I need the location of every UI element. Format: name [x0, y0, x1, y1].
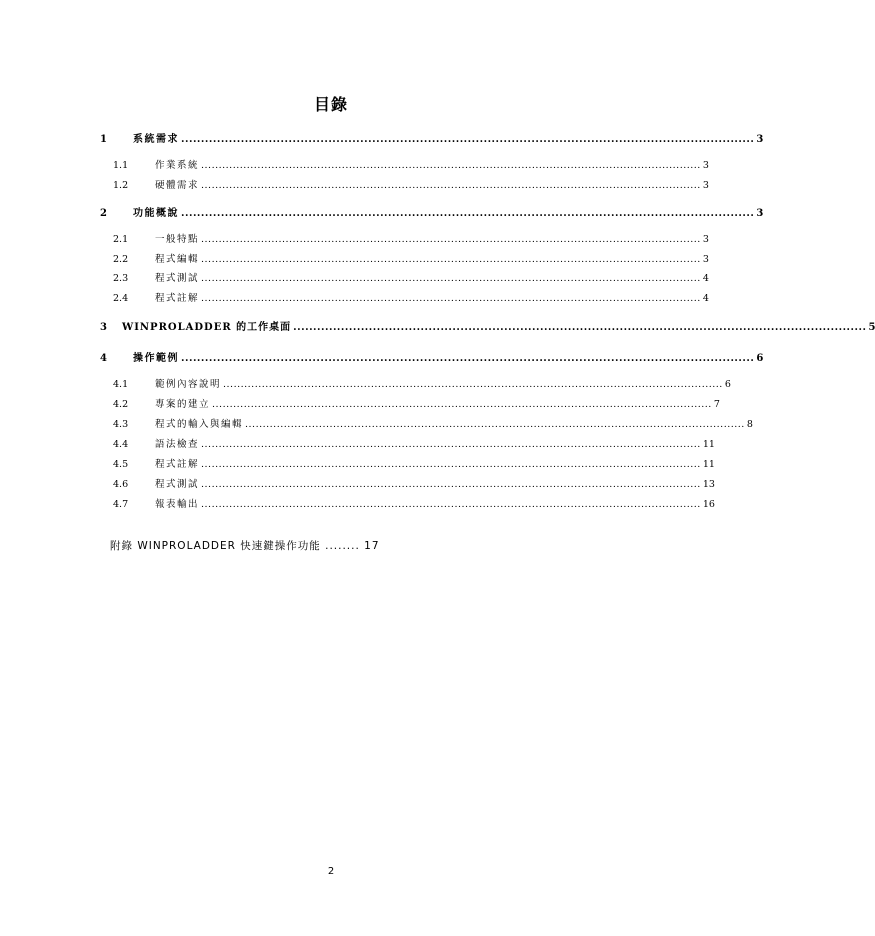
- toc-leader: ..............................................................................................................................................: [201, 160, 701, 171]
- toc-number: 2.1: [113, 234, 129, 245]
- toc-title: 報表輸出: [155, 499, 200, 510]
- toc-leader: ..............................................................................................................................................: [201, 479, 701, 490]
- toc-leader: ..............................................................................................................................................: [201, 180, 701, 191]
- toc-title: 程式的輸入與編輯: [155, 419, 244, 430]
- toc-entry[interactable]: [100, 349, 764, 364]
- toc-leader: ..............................................................................................................................................: [201, 499, 701, 510]
- toc-page: 6: [756, 353, 764, 364]
- toc-number: 1: [100, 134, 107, 145]
- toc-leader: ..............................................................................................................................................: [212, 399, 712, 410]
- toc-entry[interactable]: [100, 456, 715, 470]
- toc-leader: ................................................................................................................................................: [181, 134, 755, 145]
- toc-leader: ................................................................................................................................................: [293, 322, 867, 333]
- toc-number: 4.5: [113, 459, 129, 470]
- toc-leader: ..............................................................................................................................................: [201, 254, 701, 265]
- toc-entry[interactable]: [100, 416, 753, 430]
- toc-entry[interactable]: [100, 496, 715, 510]
- toc-title: 專案的建立: [155, 399, 211, 410]
- toc-page: 3: [702, 234, 709, 245]
- toc-entry[interactable]: [100, 251, 709, 265]
- toc-page: 3: [702, 160, 709, 171]
- toc-entry[interactable]: [100, 436, 715, 450]
- toc-page: 4: [702, 293, 709, 304]
- toc-number: 4.1: [113, 379, 129, 390]
- toc-entry[interactable]: [100, 376, 731, 390]
- toc-page: 16: [702, 499, 715, 510]
- page-title: 目錄: [313, 95, 348, 114]
- toc-number: 1.2: [113, 180, 129, 191]
- toc-leader: ..............................................................................................................................................: [201, 459, 701, 470]
- page-number: 2: [327, 866, 335, 877]
- toc-entry[interactable]: [100, 476, 715, 490]
- toc-title: 一般特點: [155, 234, 200, 245]
- toc-leader: ..............................................................................................................................................: [223, 379, 723, 390]
- toc-number: 4.4: [113, 439, 129, 450]
- toc-page: 6: [724, 379, 731, 390]
- toc-page: 3: [702, 180, 709, 191]
- toc-number: 2: [100, 208, 107, 219]
- toc-entry[interactable]: [100, 130, 764, 145]
- toc-title: 程式測試: [155, 273, 200, 284]
- toc-leader: ..............................................................................................................................................: [201, 234, 701, 245]
- toc-page: 13: [702, 479, 715, 490]
- toc-title: 系統需求: [133, 134, 179, 145]
- toc-title: 範例內容說明: [155, 379, 222, 390]
- toc-page: 7: [713, 399, 720, 410]
- toc-page: 3: [756, 134, 764, 145]
- toc-number: 2.4: [113, 293, 129, 304]
- toc-title: 作業系統: [155, 160, 200, 171]
- toc-title: 程式測試: [155, 479, 200, 490]
- toc-leader: ..............................................................................................................................................: [201, 273, 701, 284]
- toc-entry[interactable]: [100, 157, 709, 171]
- toc-number: 4.3: [113, 419, 129, 430]
- toc-entry[interactable]: [100, 204, 764, 219]
- toc-number: 1.1: [113, 160, 129, 171]
- toc-leader: ..............................................................................................................................................: [245, 419, 745, 430]
- toc-entry[interactable]: [100, 318, 875, 333]
- toc-title: WINPROLADDER 的工作桌面: [122, 322, 292, 333]
- toc-number: 4.7: [113, 499, 129, 510]
- toc-page: 5: [868, 322, 875, 333]
- toc-leader: ................................................................................................................................................: [181, 208, 755, 219]
- toc-entry[interactable]: [100, 231, 709, 245]
- appendix-entry[interactable]: 附錄 WINPROLADDER 快速鍵操作功能 ........ 17: [110, 540, 380, 552]
- toc-number: 4.6: [113, 479, 129, 490]
- toc-entry[interactable]: [100, 270, 709, 284]
- toc-title: 功能概說: [133, 208, 179, 219]
- toc-page: 3: [756, 208, 764, 219]
- toc-leader: ..............................................................................................................................................: [201, 293, 701, 304]
- toc-title: 程式註解: [155, 293, 200, 304]
- toc-number: 4: [100, 353, 107, 364]
- toc-title: 語法檢查: [155, 439, 200, 450]
- toc-title: 程式註解: [155, 459, 200, 470]
- toc-number: 3: [100, 322, 107, 333]
- toc-entry[interactable]: [100, 396, 720, 410]
- toc-number: 2.3: [113, 273, 129, 284]
- toc-leader: ................................................................................................................................................: [181, 353, 755, 364]
- toc-leader: ..............................................................................................................................................: [201, 439, 701, 450]
- toc-entry[interactable]: [100, 177, 709, 191]
- toc-number: 4.2: [113, 399, 129, 410]
- toc-entry[interactable]: [100, 290, 709, 304]
- toc-number: 2.2: [113, 254, 129, 265]
- toc-title: 程式編輯: [155, 254, 200, 265]
- toc-title: 硬體需求: [155, 180, 200, 191]
- toc-title: 操作範例: [133, 353, 179, 364]
- toc-page: 3: [702, 254, 709, 265]
- toc-page: 11: [702, 459, 715, 470]
- toc-page: 4: [702, 273, 709, 284]
- toc-page: 8: [746, 419, 753, 430]
- toc-page: 11: [702, 439, 715, 450]
